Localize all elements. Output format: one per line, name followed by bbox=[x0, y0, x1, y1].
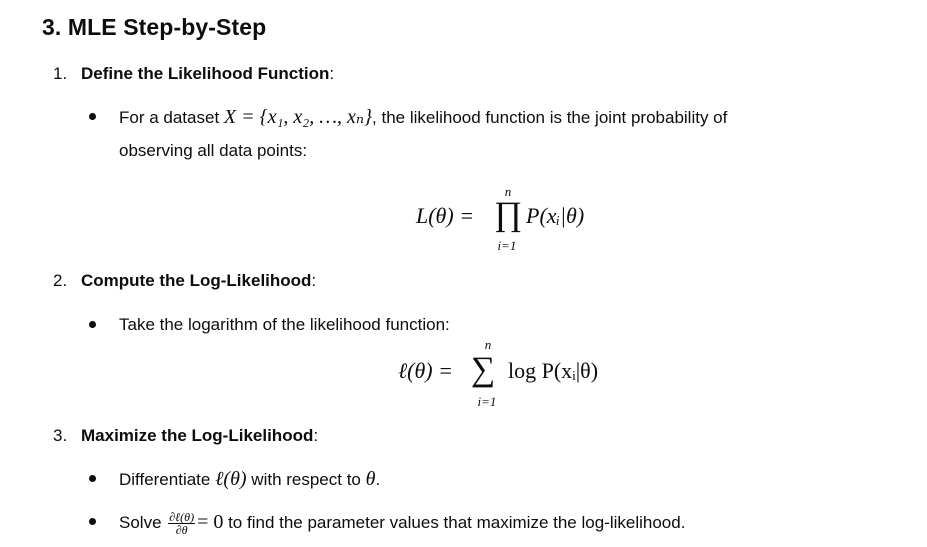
bullet-marker bbox=[89, 321, 99, 331]
equation-loglikelihood-lhs bbox=[398, 358, 453, 384]
bullet-text-solve bbox=[119, 505, 685, 540]
math-ell-theta: ℓ(θ) bbox=[215, 468, 247, 490]
text-run: Differentiate bbox=[119, 470, 216, 489]
text-run: to find the parameter values that maximize the log-likelihood. bbox=[223, 513, 686, 532]
step-2 bbox=[53, 271, 316, 291]
product-lower-limit: i=1 bbox=[497, 238, 517, 253]
math-theta: θ bbox=[365, 468, 376, 490]
step-label: Maximize the Log-Likelihood bbox=[81, 426, 314, 445]
step-3 bbox=[53, 426, 318, 446]
math-derivative-fraction bbox=[168, 511, 195, 536]
sum-lower-limit: i=1 bbox=[477, 394, 497, 409]
step-1 bbox=[53, 64, 334, 84]
text-run: Solve bbox=[119, 513, 167, 532]
bullet-text-continuation: observing all data points: bbox=[119, 141, 308, 160]
bullet-marker bbox=[89, 518, 99, 528]
sum-operator: ∑ bbox=[471, 351, 496, 388]
step-number: 3. bbox=[53, 426, 68, 445]
equation-likelihood-lhs bbox=[416, 203, 474, 229]
product-operator: ∏ bbox=[494, 196, 522, 233]
math-equals-zero: = 0 bbox=[197, 511, 224, 533]
text-run: . bbox=[375, 470, 381, 489]
text-run: For a dataset bbox=[119, 108, 224, 127]
math-run: ℓ(θ) = bbox=[398, 358, 453, 383]
bullet-marker bbox=[89, 475, 99, 485]
bullet-text-differentiate bbox=[119, 462, 380, 497]
math-dataset-set: X = {x₁, x₂, …, xₙ} bbox=[223, 106, 373, 128]
math-run: L(θ) = bbox=[416, 203, 475, 228]
fraction-denominator: ∂θ bbox=[175, 523, 188, 538]
step-label-suffix: : bbox=[329, 64, 335, 83]
bullet-text-take-log: Take the logarithm of the likelihood function: bbox=[119, 315, 450, 334]
text-run: with respect to bbox=[246, 470, 366, 489]
step-label-suffix: : bbox=[313, 426, 319, 445]
step-label-suffix: : bbox=[311, 271, 317, 290]
text-run: , the likelihood function is the joint probability of bbox=[372, 108, 728, 127]
bullet-marker bbox=[89, 113, 99, 123]
section-heading: 3. MLE Step-by-Step bbox=[42, 14, 267, 40]
sum-upper-limit: n bbox=[484, 337, 492, 352]
fraction-numerator: ∂ℓ(θ) bbox=[169, 510, 195, 525]
step-label: Compute the Log-Likelihood bbox=[81, 271, 312, 290]
step-label: Define the Likelihood Function bbox=[81, 64, 330, 83]
bullet-text-dataset bbox=[119, 100, 727, 135]
equation-likelihood-rhs: P(xᵢ|θ) bbox=[526, 203, 585, 228]
step-number: 2. bbox=[53, 271, 68, 290]
equation-loglikelihood-rhs: log P(xᵢ|θ) bbox=[508, 358, 599, 383]
product-upper-limit: n bbox=[504, 184, 512, 199]
step-number: 1. bbox=[53, 64, 68, 83]
